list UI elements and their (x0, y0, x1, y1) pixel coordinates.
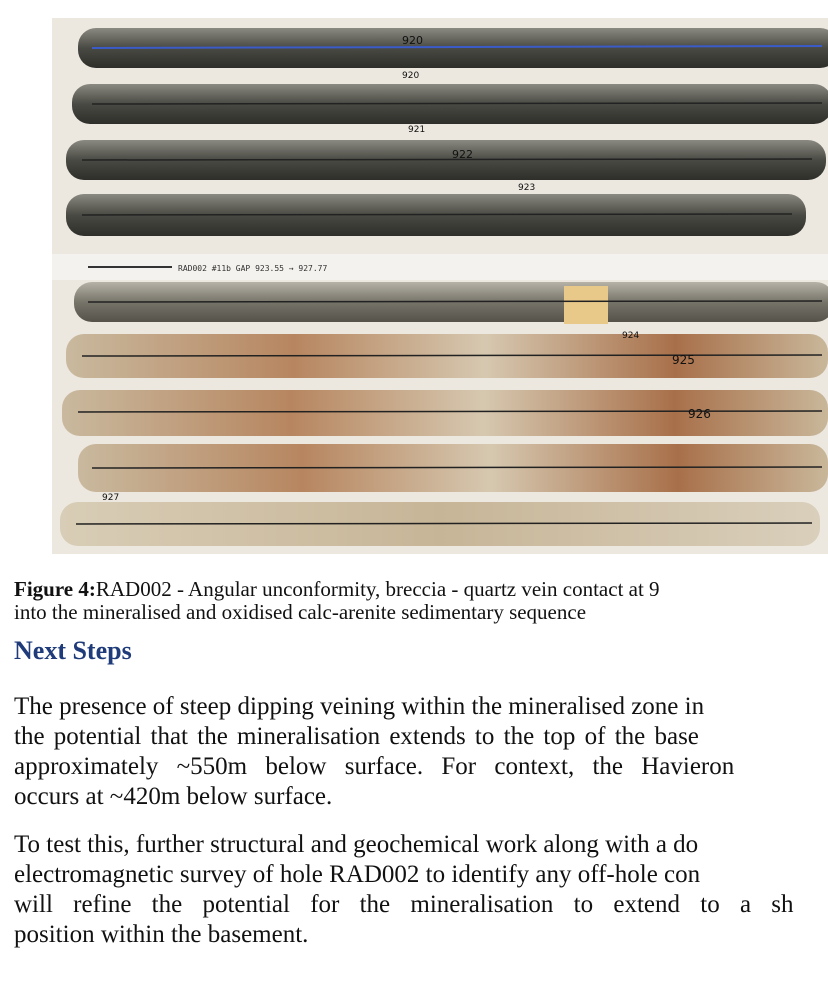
core-marker-927: 927 (102, 493, 120, 503)
core-marker-924: 924 (622, 331, 640, 341)
paragraph-2-line-2: electromagnetic survey of hole RAD002 to identify any off-hole con (14, 861, 701, 888)
core-marker-921: 921 (408, 125, 426, 135)
core-marker-925: 925 (672, 353, 695, 367)
figure-label: Figure 4: (14, 578, 96, 601)
section-heading: Next Steps (14, 636, 132, 665)
paragraph-1-line-2: the potential that the mineralisation extends to the top of the base (14, 723, 699, 750)
paragraph-1-line-1: The presence of steep dipping veining within the mineralised zone in (14, 693, 705, 720)
figure-caption-line1: RAD002 - Angular unconformity, breccia - quartz vein contact at 9 (95, 578, 660, 601)
core-tray-photo (52, 18, 828, 554)
core-marker-920: 920 (402, 34, 423, 47)
paragraph-2-line-4: position within the basement. (14, 921, 309, 948)
core-marker-922: 922 (452, 148, 473, 161)
paragraph-2 (14, 830, 828, 950)
paragraph-1 (14, 692, 828, 812)
paragraph-1-line-3: approximately ~550m below surface. For context, the Havieron (14, 753, 735, 780)
core-marker-923: 923 (518, 183, 536, 193)
paragraph-1-line-4: occurs at ~420m below surface. (14, 783, 333, 810)
core-tray-image (52, 18, 828, 554)
figure-caption-line2: into the mineralised and oxidised calc-arenite sedimentary sequence (14, 600, 587, 624)
core-tag-text: RAD002 #11b GAP 923.55 → 927.77 (178, 264, 328, 273)
figure-caption (14, 578, 828, 624)
core-marker-920b: 920 (402, 71, 420, 81)
paragraph-2-line-1: To test this, further structural and geochemical work along with a do (14, 831, 699, 858)
paragraph-2-line-3: will refine the potential for the mineralisation to extend to a sh (14, 891, 794, 918)
core-marker-926: 926 (688, 407, 711, 421)
